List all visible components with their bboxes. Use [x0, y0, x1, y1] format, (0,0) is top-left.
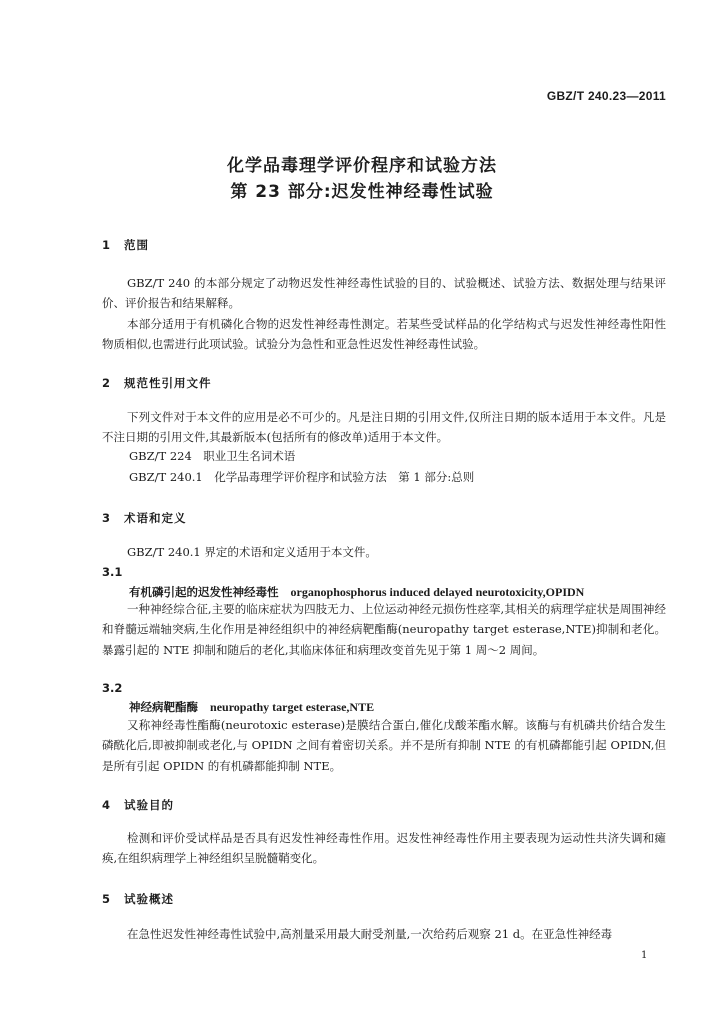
section-title: 范围 [124, 238, 149, 252]
standard-number: GBZ/T 240.23—2011 [546, 89, 666, 103]
normative-reference-1: GBZ/T 224 职业卫生名词术语 [129, 449, 296, 463]
section-2-paragraph-1: 下列文件对于本文件的应用是必不可少的。凡是注日期的引用文件,仅所注日期的版本适用于本文件。凡是不注日期的引用文件,其最新版本(包括所有的修改单)适用于本文件。 [102, 410, 666, 445]
term-english: organophosphorus induced delayed neurotoxicity,OPIDN [290, 585, 585, 599]
section-number: 1 [102, 238, 112, 252]
section-1-paragraph-2: 本部分适用于有机磷化合物的迟发性神经毒性测定。若某些受试样品的化学结构式与迟发性神经毒性阳性物质相似,也需进行此项试验。试验分为急性和亚急性迟发性神经毒性试验。 [102, 317, 666, 352]
section-number: 3 [102, 511, 112, 525]
section-4-heading [102, 797, 174, 813]
clause-3-2-definition: 又称神经毒性酯酶(neurotoxic esterase)是膜结合蛋白,催化戊酸苯酯水解。该酶与有机磷共价结合发生磷酰化后,即被抑制或老化,与 OPIDN 之间有着密切关系。并不是所有抑制 NTE 的有机磷都能引起 OPIDN,但是所有引起 OPIDN 的有机磷都能抑制 NTE。 [102, 718, 666, 773]
term-chinese: 神经病靶酯酶 [129, 700, 198, 714]
section-number: 5 [102, 892, 112, 906]
document-title-line2: 第 23 部分:迟发性神经毒性试验 [230, 182, 494, 202]
section-1-heading [102, 237, 149, 253]
term-english: neuropathy target esterase,NTE [210, 700, 375, 714]
section-title: 试验概述 [124, 892, 174, 906]
page-number: 1 [641, 950, 648, 961]
section-5-paragraph-1: 在急性迟发性神经毒性试验中,高剂量采用最大耐受剂量,一次给药后观察 21 d。在亚急性神经毒 [127, 927, 613, 941]
section-1-paragraph-1: GBZ/T 240 的本部分规定了动物迟发性神经毒性试验的目的、试验概述、试验方法、数据处理与结果评价、评价报告和结果解释。 [102, 276, 666, 311]
clause-3-2-term [129, 699, 374, 715]
clause-3-2-number: 3.2 [102, 681, 123, 695]
clause-3-1-definition: 一种神经综合征,主要的临床症状为四肢无力、上位运动神经元损伤性痉挛,其相关的病理学症状是周围神经和脊髓远端轴突病,生化作用是神经组织中的神经病靶酯酶(neuropathy target esterase,NTE)抑制和老化。暴露引起的 NTE 抑制和随后的老化,其临床体征和病理改变首先见于第 1 周～2 周间。 [102, 602, 666, 657]
document-title-line1: 化学品毒理学评价程序和试验方法 [227, 156, 497, 176]
term-chinese: 有机磷引起的迟发性神经毒性 [129, 585, 279, 599]
section-2-heading [102, 375, 212, 391]
section-5-heading [102, 891, 174, 907]
normative-reference-2: GBZ/T 240.1 化学品毒理学评价程序和试验方法 第 1 部分:总则 [129, 470, 475, 484]
clause-3-1-number: 3.1 [102, 565, 123, 579]
section-number: 4 [102, 798, 112, 812]
section-4-paragraph-1: 检测和评价受试样品是否具有迟发性神经毒性作用。迟发性神经毒性作用主要表现为运动性共济失调和瘫痪,在组织病理学上神经组织呈脱髓鞘变化。 [102, 831, 666, 866]
section-number: 2 [102, 376, 112, 390]
section-title: 试验目的 [124, 798, 174, 812]
section-3-heading [102, 510, 187, 526]
clause-3-1-term [129, 584, 584, 600]
section-title: 规范性引用文件 [124, 376, 212, 390]
section-3-paragraph-1: GBZ/T 240.1 界定的术语和定义适用于本文件。 [127, 545, 377, 559]
section-title: 术语和定义 [124, 511, 187, 525]
